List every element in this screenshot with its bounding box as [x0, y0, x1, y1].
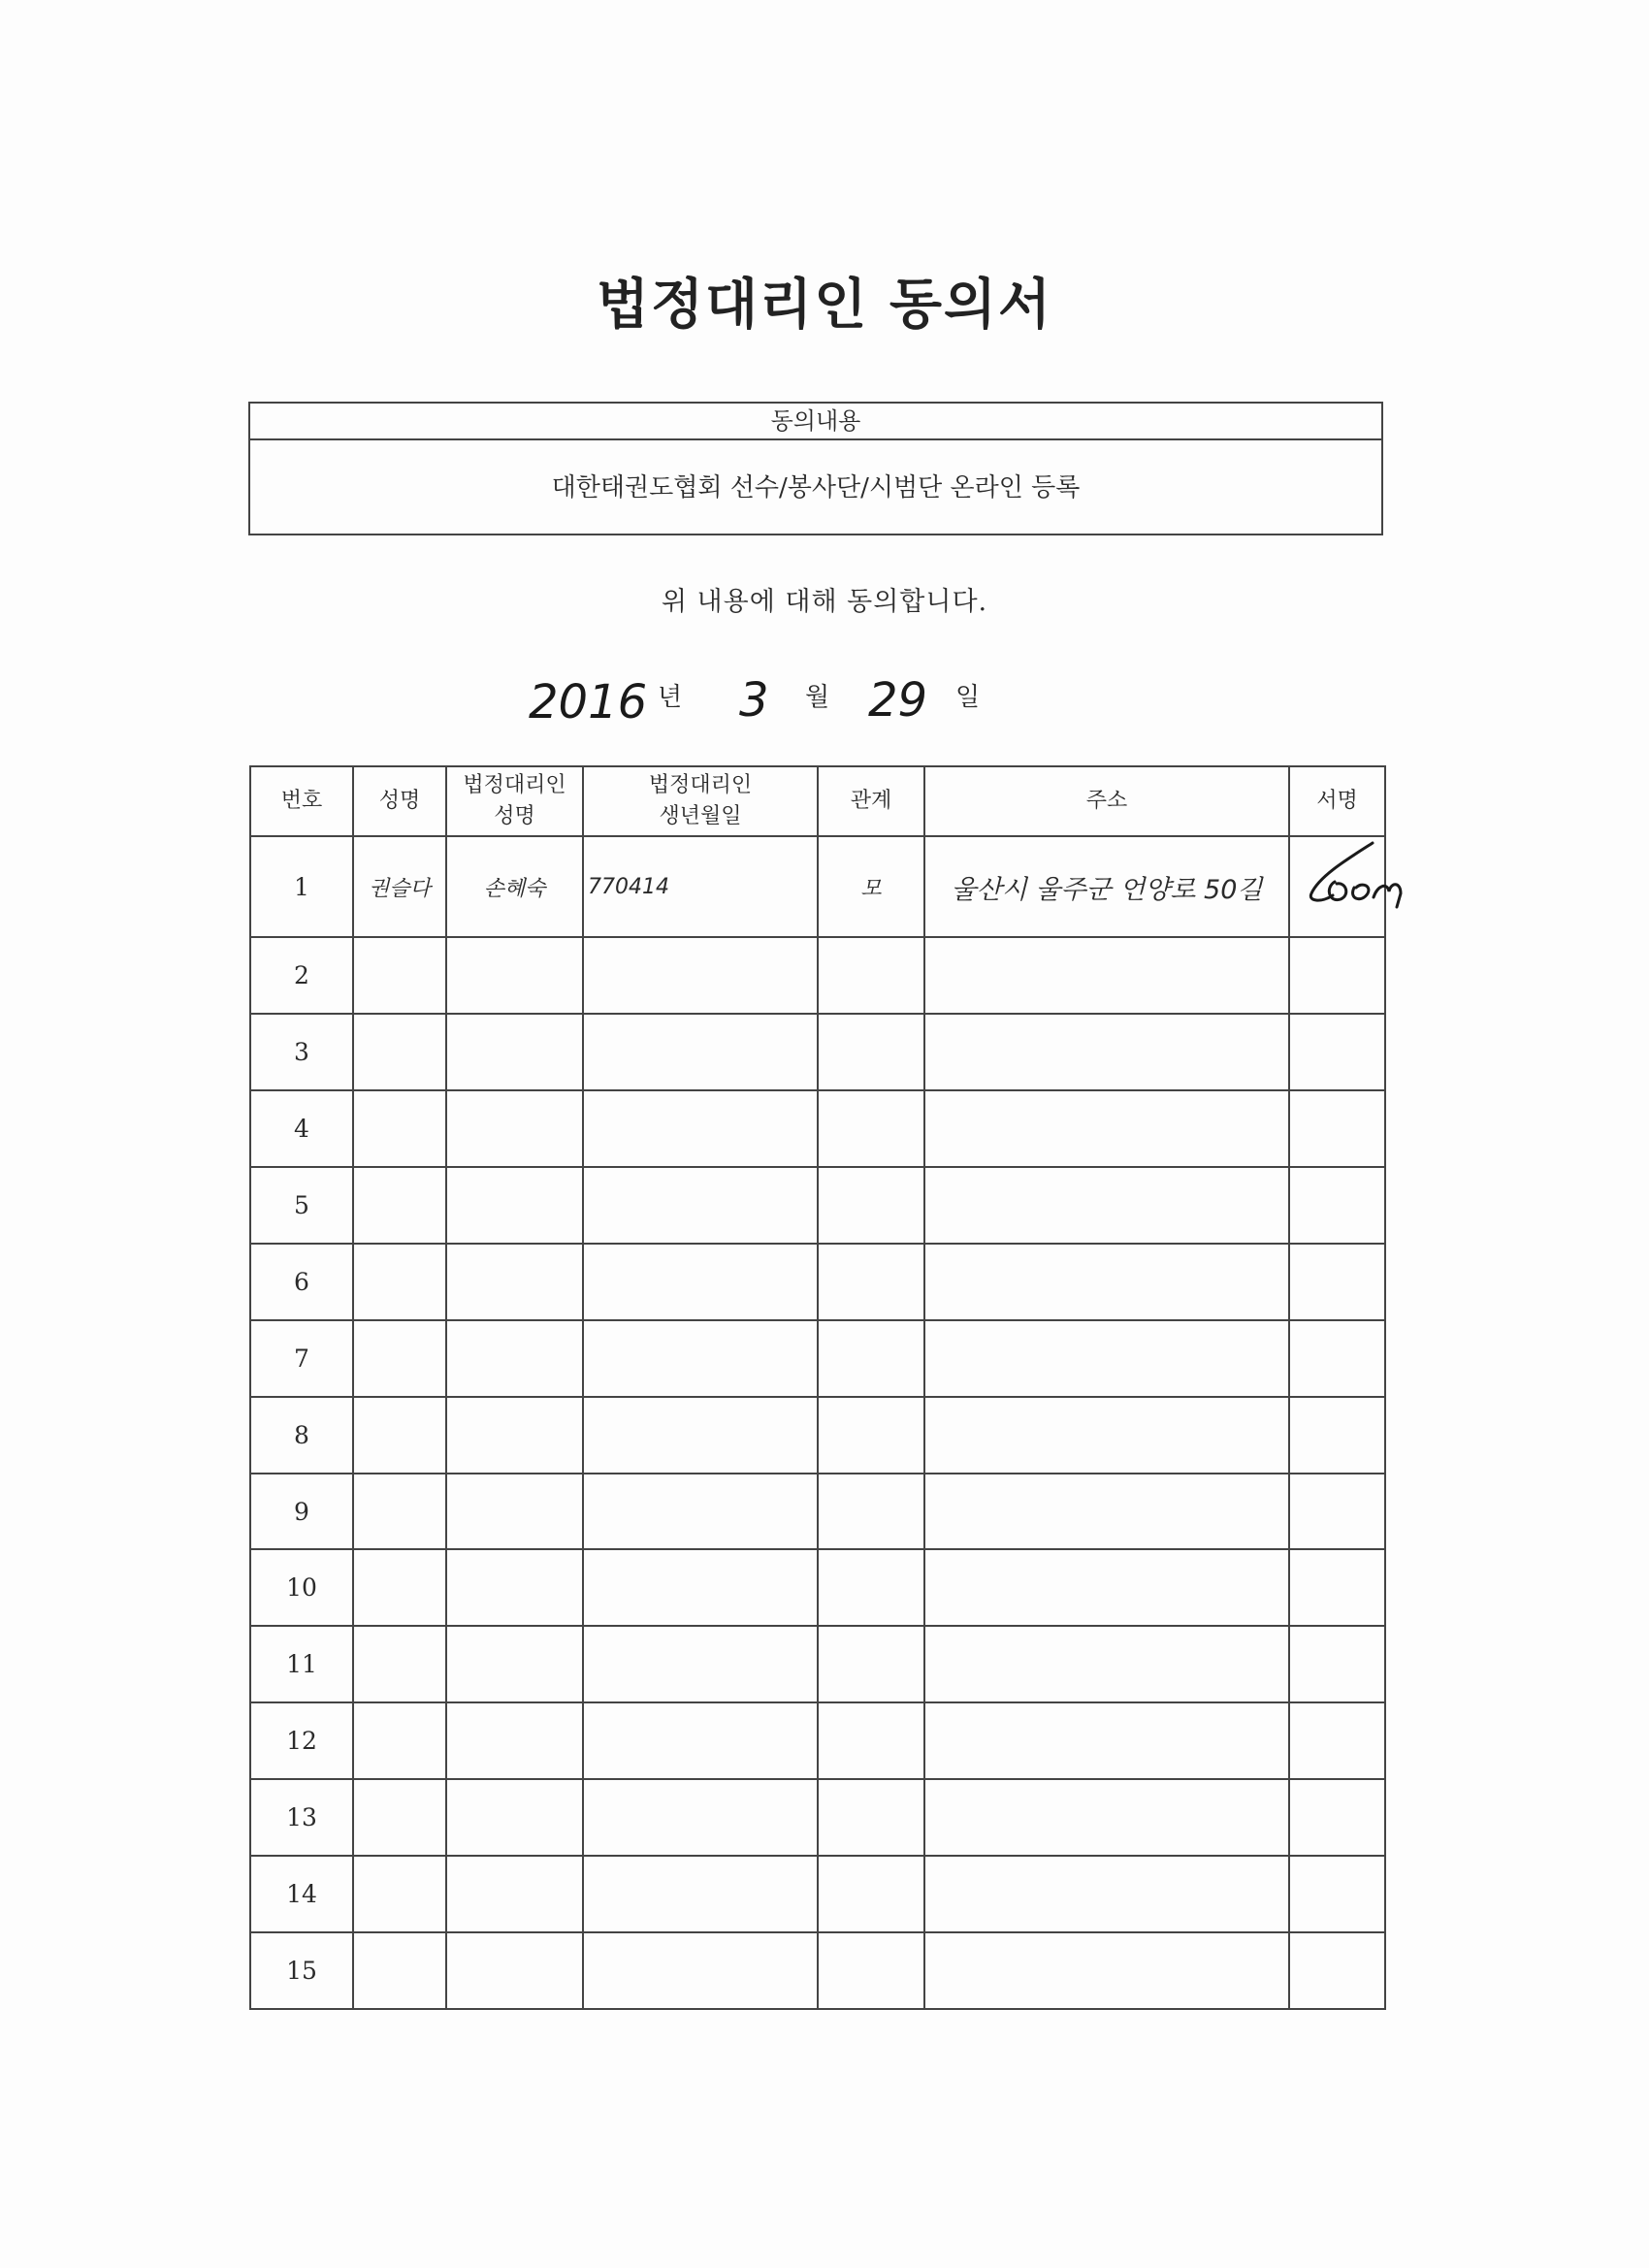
row-guardian-birth: [583, 1090, 818, 1167]
row-number: 9: [250, 1474, 353, 1550]
date-day-unit: 일: [955, 683, 981, 712]
row-number: 7: [250, 1320, 353, 1397]
row-guardian-birth: [583, 1474, 818, 1550]
row-address: [924, 1244, 1289, 1320]
row-guardian-name: [446, 1549, 583, 1626]
date-month-unit: 월: [805, 683, 830, 712]
row-name: [353, 1779, 446, 1856]
row-name: [353, 1474, 446, 1550]
row-address: [924, 1779, 1289, 1856]
date-month-handwritten: 3: [739, 673, 769, 728]
table-header-row: [250, 766, 1385, 836]
consent-content-text: 대한태권도협회 선수/봉사단/시범단 온라인 등록: [551, 473, 1081, 502]
row-signature: [1289, 1167, 1385, 1244]
row-address: [924, 937, 1289, 1014]
row-guardian-name: [446, 1320, 583, 1397]
row-address: [924, 1549, 1289, 1626]
row-name: [353, 1320, 446, 1397]
row-number: 10: [250, 1549, 353, 1626]
row-guardian-name: [446, 1167, 583, 1244]
row-guardian-name: [446, 1932, 583, 2009]
header-relation: 관계: [818, 766, 924, 836]
row-name: [353, 1014, 446, 1090]
row-name: [353, 1090, 446, 1167]
row-signature: [1289, 1320, 1385, 1397]
header-guardian-birth: [583, 766, 818, 836]
table-row: [250, 1932, 1385, 2009]
row-name: [353, 1244, 446, 1320]
row-relation: [818, 1244, 924, 1320]
row-number: 15: [250, 1932, 353, 2009]
table-row: [250, 1474, 1385, 1550]
row-guardian-birth: 770414: [583, 836, 818, 937]
row-guardian-name: [446, 1702, 583, 1779]
row-relation: [818, 937, 924, 1014]
header-number: 번호: [250, 766, 353, 836]
row-name: [353, 1397, 446, 1474]
consent-content-box: [248, 402, 1383, 535]
row-number: 13: [250, 1779, 353, 1856]
table-row: [250, 1320, 1385, 1397]
row-guardian-birth: [583, 1702, 818, 1779]
row-guardian-name: [446, 1090, 583, 1167]
row-guardian-name: [446, 1014, 583, 1090]
table-row: [250, 1549, 1385, 1626]
table-row: [250, 937, 1385, 1014]
row-address: [924, 1014, 1289, 1090]
row-guardian-name: [446, 1779, 583, 1856]
row-relation: [818, 1014, 924, 1090]
row-address: [924, 1474, 1289, 1550]
row-address: [924, 1932, 1289, 2009]
row-number: 12: [250, 1702, 353, 1779]
table-row: [250, 1167, 1385, 1244]
row-signature: [1289, 1474, 1385, 1550]
row-number: 8: [250, 1397, 353, 1474]
row-guardian-name: 손혜숙: [446, 836, 583, 937]
table-row: [250, 1397, 1385, 1474]
row-guardian-birth: [583, 1244, 818, 1320]
row-guardian-name: [446, 1474, 583, 1550]
row-guardian-birth: [583, 1014, 818, 1090]
table-row: [250, 836, 1385, 937]
header-address: 주소: [924, 766, 1289, 836]
row-name: [353, 1167, 446, 1244]
row-guardian-name: [446, 1244, 583, 1320]
row-signature: [1289, 1397, 1385, 1474]
row-number: 6: [250, 1244, 353, 1320]
document-title: 법정대리인 동의서: [596, 273, 1053, 337]
header-guardian-name: [446, 766, 583, 836]
date-year-handwritten: 2016: [529, 675, 648, 729]
table-row: [250, 1856, 1385, 1932]
row-number: 14: [250, 1856, 353, 1932]
row-relation: [818, 1702, 924, 1779]
row-relation: [818, 1549, 924, 1626]
row-number: 11: [250, 1626, 353, 1702]
date-year-unit: 년: [658, 683, 683, 712]
row-address: [924, 1167, 1289, 1244]
row-signature: [1289, 1626, 1385, 1702]
row-guardian-birth: [583, 1856, 818, 1932]
row-guardian-birth: [583, 1167, 818, 1244]
row-relation: [818, 1397, 924, 1474]
row-number: 5: [250, 1167, 353, 1244]
row-relation: [818, 1626, 924, 1702]
row-address: [924, 1626, 1289, 1702]
row-guardian-birth: [583, 937, 818, 1014]
date-day-handwritten: 29: [868, 673, 928, 728]
row-relation: [818, 1779, 924, 1856]
row-number: 2: [250, 937, 353, 1014]
row-guardian-name: [446, 1856, 583, 1932]
header-guardian-birth-line1: 법정대리인: [648, 773, 753, 797]
table-row: [250, 1626, 1385, 1702]
row-signature: [1289, 937, 1385, 1014]
row-signature: [1289, 1014, 1385, 1090]
row-number: 4: [250, 1090, 353, 1167]
row-signature: [1289, 1549, 1385, 1626]
row-relation: [818, 1932, 924, 2009]
row-signature: [1289, 1244, 1385, 1320]
row-name: 권슬다: [353, 836, 446, 937]
row-name: [353, 1702, 446, 1779]
handwritten-signature: [1300, 839, 1406, 909]
row-signature: [1289, 1856, 1385, 1932]
row-relation: [818, 1090, 924, 1167]
row-address: [924, 1702, 1289, 1779]
row-number: 1: [250, 836, 353, 937]
row-name: [353, 1626, 446, 1702]
header-name: 성명: [353, 766, 446, 836]
table-row: [250, 1779, 1385, 1856]
table-row: [250, 1702, 1385, 1779]
row-guardian-birth: [583, 1397, 818, 1474]
row-address: [924, 1320, 1289, 1397]
row-relation: [818, 1474, 924, 1550]
consent-content-header: 동의내용: [250, 404, 1381, 440]
row-guardian-birth: [583, 1549, 818, 1626]
date-line: [0, 656, 1649, 743]
row-address: [924, 1397, 1289, 1474]
row-signature: [1289, 1090, 1385, 1167]
row-name: [353, 937, 446, 1014]
table-row: [250, 1090, 1385, 1167]
row-relation: 모: [818, 836, 924, 937]
row-name: [353, 1932, 446, 2009]
row-number: 3: [250, 1014, 353, 1090]
row-guardian-birth: [583, 1320, 818, 1397]
row-signature: [1289, 1779, 1385, 1856]
row-relation: [818, 1320, 924, 1397]
header-signature: 서명: [1289, 766, 1385, 836]
table-row: [250, 1244, 1385, 1320]
row-relation: [818, 1167, 924, 1244]
row-name: [353, 1856, 446, 1932]
row-signature: [1289, 836, 1385, 937]
agreement-statement: 위 내용에 대해 동의합니다.: [661, 587, 988, 617]
header-guardian-name-line1: 법정대리인: [463, 773, 566, 797]
row-address: [924, 1856, 1289, 1932]
table-row: [250, 1014, 1385, 1090]
row-relation: [818, 1856, 924, 1932]
row-guardian-name: [446, 937, 583, 1014]
row-signature: [1289, 1702, 1385, 1779]
row-address: [924, 1090, 1289, 1167]
row-guardian-birth: [583, 1932, 818, 2009]
row-signature: [1289, 1932, 1385, 2009]
guardian-table: [249, 765, 1386, 2010]
row-guardian-birth: [583, 1626, 818, 1702]
header-guardian-birth-line2: 생년월일: [659, 804, 742, 828]
header-guardian-name-line2: 성명: [494, 804, 535, 828]
row-guardian-birth: [583, 1779, 818, 1856]
row-name: [353, 1549, 446, 1626]
row-guardian-name: [446, 1397, 583, 1474]
row-guardian-name: [446, 1626, 583, 1702]
row-address: 울산시 울주군 언양로 50길: [924, 836, 1289, 937]
